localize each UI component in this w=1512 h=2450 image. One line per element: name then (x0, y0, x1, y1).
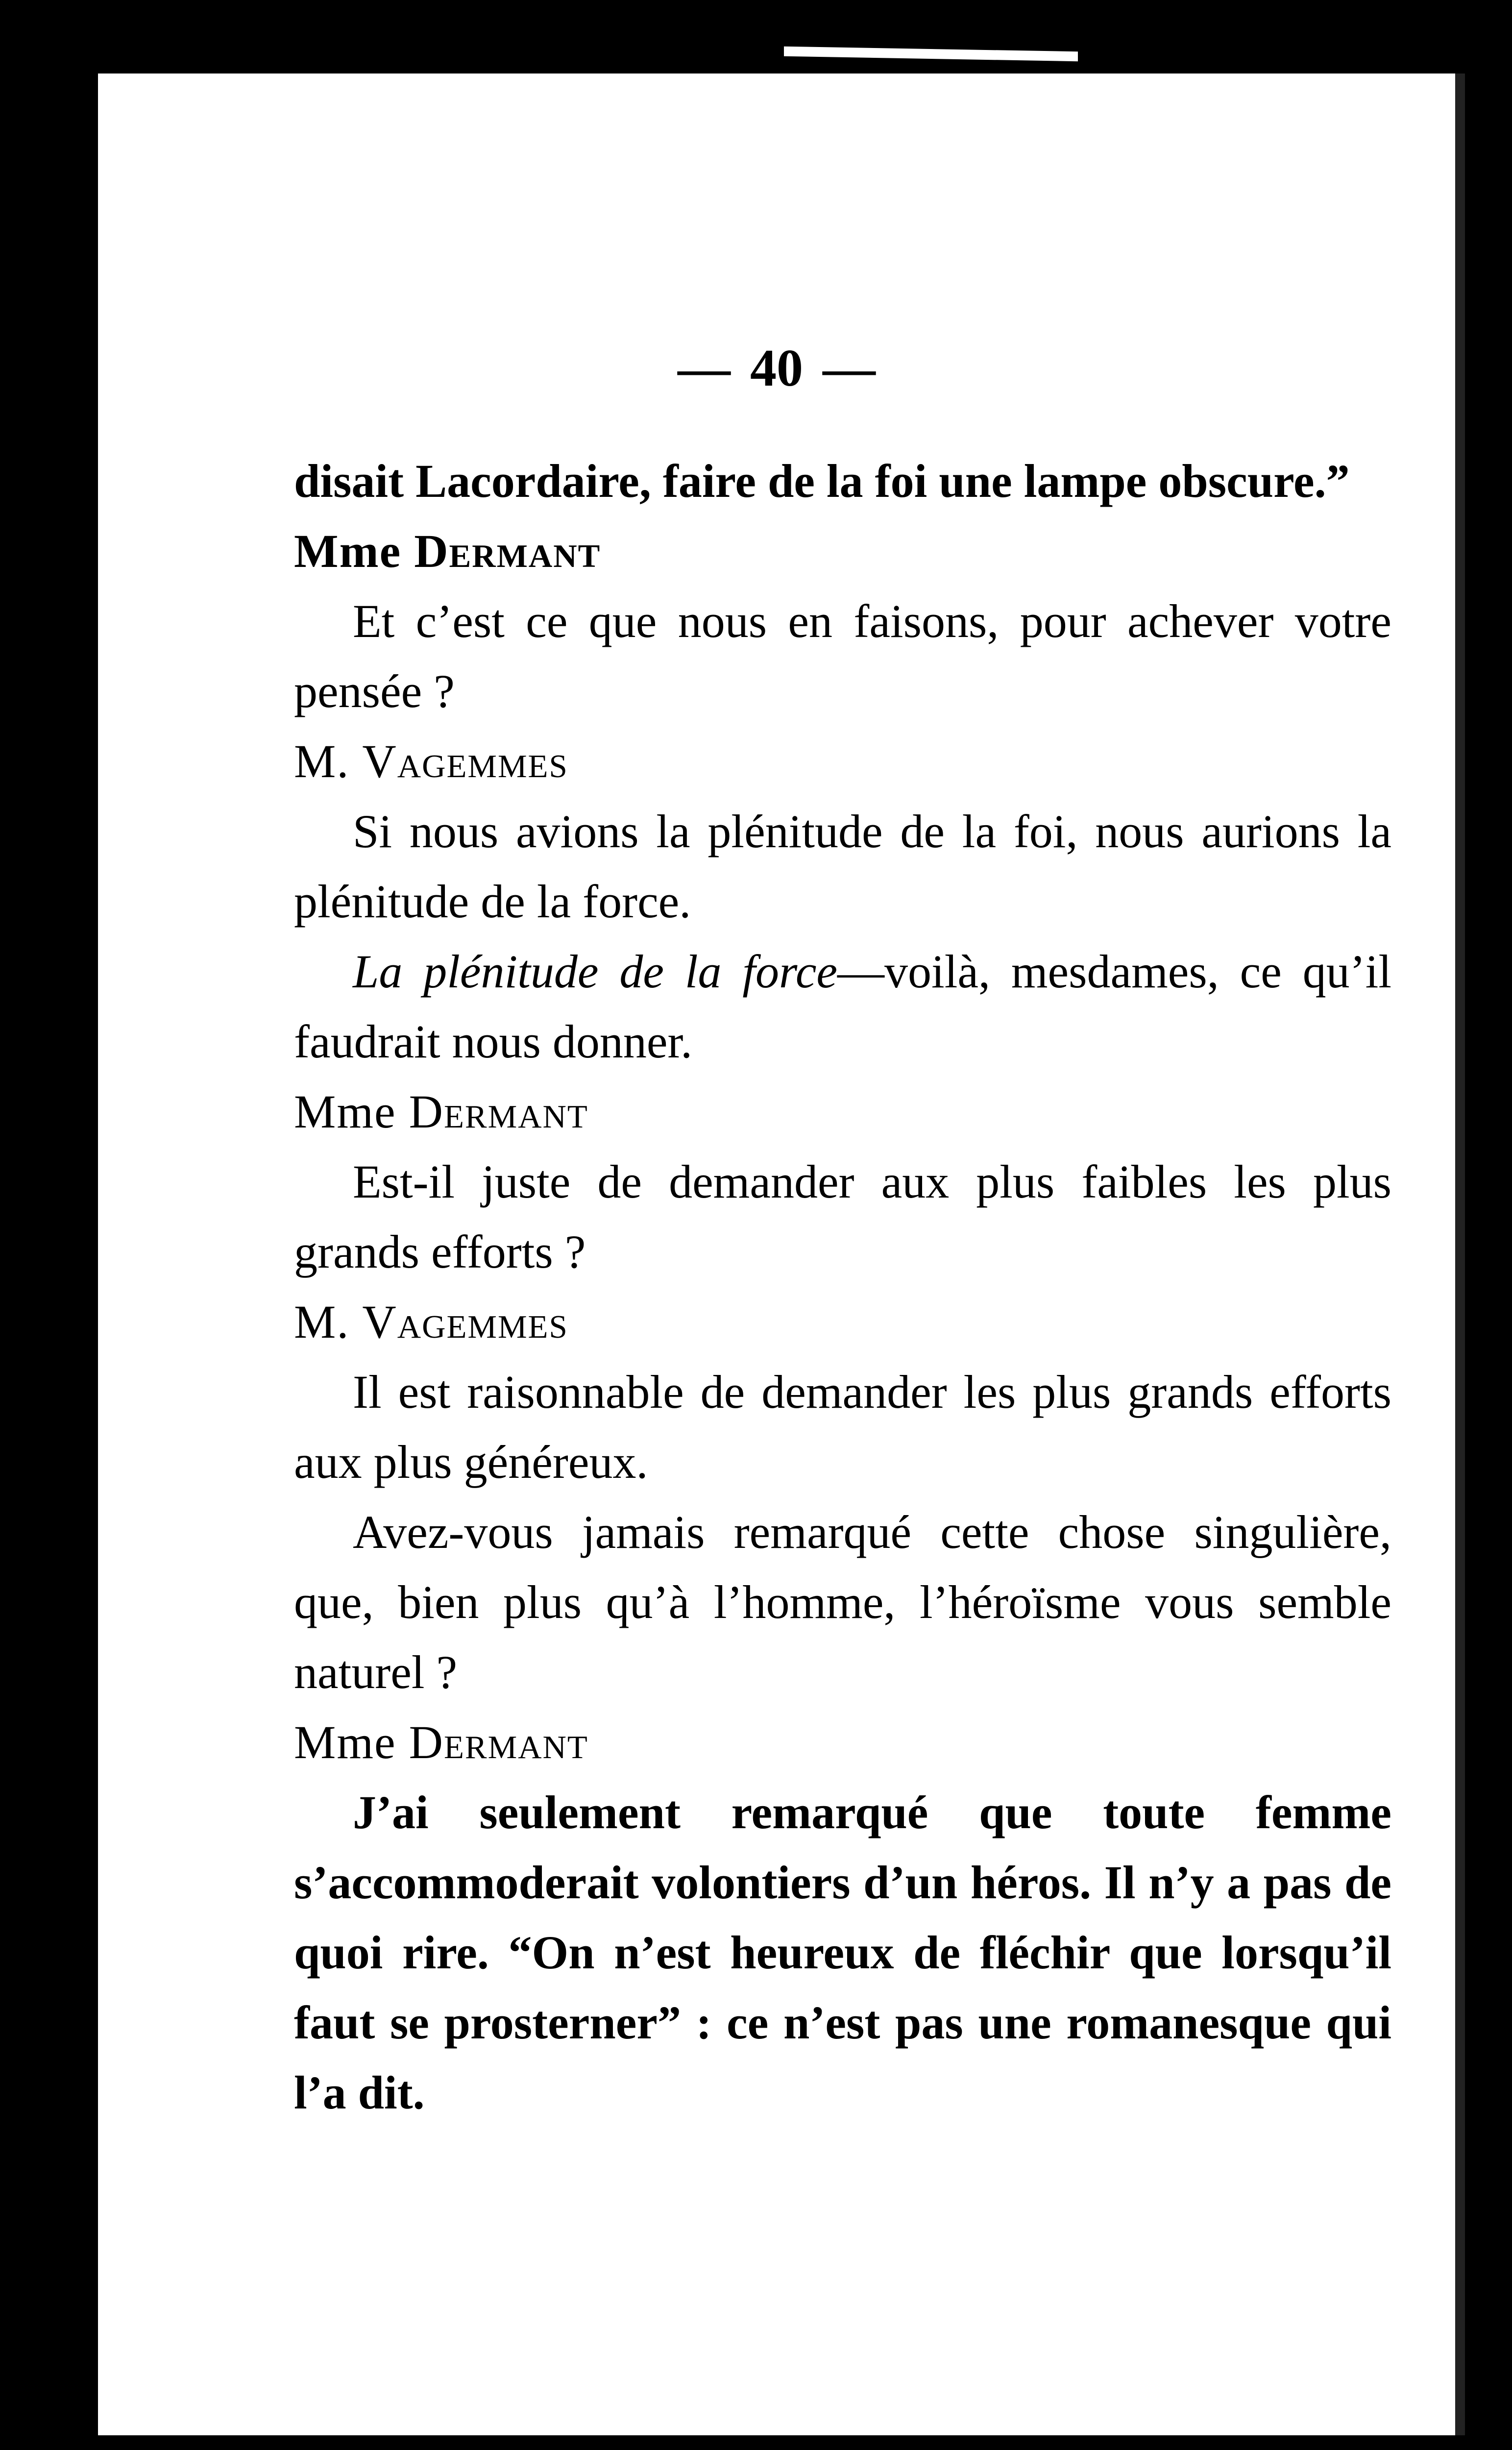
page-number: 40 (750, 339, 803, 397)
paragraph: Et c’est ce que nous en faisons, pour achever votre pensée ? (294, 595, 1391, 717)
book-page (98, 74, 1455, 2435)
speaker-title: M. (294, 735, 363, 787)
speaker-surname: Vagemmes (362, 1296, 568, 1348)
speaker-surname: Dermant (414, 525, 601, 577)
speaker-title: Mme (294, 1716, 409, 1768)
paragraph: Avez-vous jamais remarqué cette chose singulière, que, bien plus qu’à l’homme, l’héroïsme vous semble naturel ? (294, 1506, 1391, 1698)
paragraph: Il est raisonnable de demander les plus grands efforts aux plus généreux. (294, 1366, 1391, 1488)
page-edge-shadow (1455, 74, 1465, 2435)
speaker-name (294, 1077, 1391, 1147)
speaker-name (294, 726, 1391, 796)
paragraph: Si nous avions la plénitude de la foi, nous aurions la plénitude de la force. (294, 805, 1391, 928)
header-dash-left: — (678, 339, 731, 397)
paragraph: disait Lacordaire, faire de la foi une lampe obscure.” (294, 455, 1350, 507)
italic-phrase: La plénitude de la force (353, 945, 838, 998)
header-dash-right: — (823, 339, 876, 397)
page-header (98, 338, 1455, 399)
speaker-surname: Dermant (409, 1716, 588, 1768)
speaker-title: Mme (294, 1085, 409, 1138)
paragraph (294, 936, 1391, 1077)
paragraph-rest: —voilà, mesdames, ce qu’il faudrait nous donner. (294, 945, 1392, 1068)
paragraph: Est-il juste de demander aux plus faibles les plus grands efforts ? (294, 1155, 1391, 1278)
speaker-title: Mme (294, 525, 415, 577)
speaker-name (294, 1287, 1391, 1357)
speaker-name (294, 516, 1391, 586)
speaker-surname: Vagemmes (362, 735, 568, 787)
paragraph: J’ai seulement remarqué que toute femme s’accommoderait volontiers d’un héros. Il n’y a pas de quoi rire. “On n’est heureux de fléchir que lorsqu’il faut se prosterner” : ce n’est pas une romanesque qui l’a dit. (294, 1786, 1391, 2119)
speaker-title: M. (294, 1296, 363, 1348)
speaker-name (294, 1707, 1391, 1777)
scan-artifact (784, 47, 1078, 61)
speaker-surname: Dermant (409, 1085, 588, 1138)
page-text (294, 446, 1391, 2128)
